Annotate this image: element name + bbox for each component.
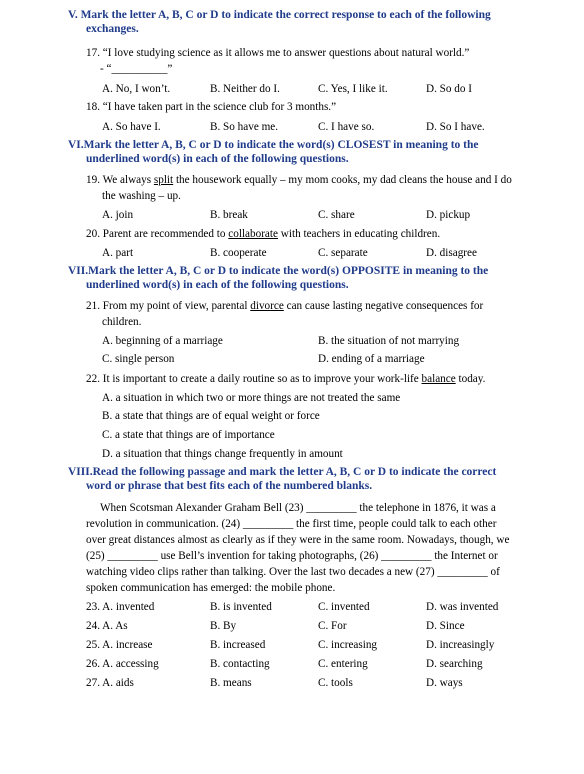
q27-option-a: 27. A. aids xyxy=(86,677,134,689)
q20-option-d: D. disagree xyxy=(426,247,477,259)
q17-option-b: B. Neither do I. xyxy=(210,83,280,95)
q23-option-b: B. is invented xyxy=(210,601,272,613)
q25-option-c: C. increasing xyxy=(318,639,378,651)
q20-underlined-word: collaborate xyxy=(228,228,278,240)
q26-option-a: 26. A. accessing xyxy=(86,658,159,670)
q25-option-b: B. increased xyxy=(210,639,266,651)
q18-stem: 18. “I have taken part in the science club for 3 months.” xyxy=(86,101,337,113)
q20-stem-post: with teachers in educating children. xyxy=(277,228,441,240)
q17-option-d: D. So do I xyxy=(426,83,472,95)
q19-option-c: C. share xyxy=(318,209,355,221)
q20-option-b: B. cooperate xyxy=(210,247,267,259)
q21-option-d: D. ending of a marriage xyxy=(318,353,425,365)
q19-option-a: A. join xyxy=(102,209,134,221)
q26-option-b: B. contacting xyxy=(210,658,270,670)
q26-option-c: C. entering xyxy=(318,658,368,670)
q21-option-b: B. the situation of not marrying xyxy=(318,335,460,347)
q19-stem xyxy=(86,173,512,187)
q20-option-a: A. part xyxy=(102,247,134,259)
q17-option-a: A. No, I won’t. xyxy=(102,83,171,95)
q21-stem-pre: 21. From my point of view, parental xyxy=(86,300,251,312)
q21-stem xyxy=(86,299,483,313)
passage-line-6: spoken communication has emerged: the mobile phone. xyxy=(86,582,336,594)
q17-option-c: C. Yes, I like it. xyxy=(318,83,388,95)
q23-option-c: C. invented xyxy=(318,601,370,613)
q19-stem-post: the housework equally – my mom cooks, my dad cleans the house and I do xyxy=(173,174,512,186)
q22-underlined-word: balance xyxy=(421,373,456,385)
q25-option-d: D. increasingly xyxy=(426,639,495,651)
q22-option-a: A. a situation in which two or more things are not treated the same xyxy=(102,392,401,404)
q25-option-a: 25. A. increase xyxy=(86,639,153,651)
q19-option-d: D. pickup xyxy=(426,209,471,221)
q21-underlined-word: divorce xyxy=(250,300,284,312)
q24-option-c: C. For xyxy=(318,620,347,632)
section-viii-heading xyxy=(68,465,538,494)
section-v-line1: V. Mark the letter A, B, C or D to indicate the correct response to each of the following xyxy=(68,9,491,21)
q20-stem-pre: 20. Parent are recommended to xyxy=(86,228,229,240)
q17-stem: 17. “I love studying science as it allows me to answer questions about natural world.” xyxy=(86,47,470,59)
q24-option-d: D. Since xyxy=(426,620,465,632)
q22-option-b: B. a state that things are of equal weight or force xyxy=(102,410,320,422)
q21-stem-post: can cause lasting negative consequences for xyxy=(283,300,484,312)
passage-line-4: (25) _________ use Bell’s invention for taking photographs, (26) _________ the Internet or xyxy=(86,550,498,562)
section-vii-heading xyxy=(68,264,538,293)
q20-option-c: C. separate xyxy=(318,247,368,259)
passage-line-3: over great distances almost as clearly as if they were in the same room. Nowadays, though, we xyxy=(86,534,510,546)
q26-option-d: D. searching xyxy=(426,658,483,670)
section-vi-heading xyxy=(68,138,538,167)
q22-option-c: C. a state that things are of importance xyxy=(102,429,275,441)
q22-stem-post: today. xyxy=(455,373,486,385)
q21-stem-line2: children. xyxy=(102,316,142,328)
section-viii-line1: VIII.Read the following passage and mark the letter A, B, C or D to indicate the correct xyxy=(68,466,497,478)
q19-underlined-word: split xyxy=(153,174,174,186)
q19-option-b: B. break xyxy=(210,209,248,221)
section-vii-line1: VII.Mark the letter A, B, C or D to indicate the word(s) OPPOSITE in meaning to the xyxy=(68,265,489,277)
q27-option-c: C. tools xyxy=(318,677,353,689)
q17-reply: - “__________” xyxy=(100,63,173,75)
passage-line-2: revolution in communication. (24) _________ the first time, people could talk to each other xyxy=(86,518,497,530)
q23-option-a: 23. A. invented xyxy=(86,601,155,613)
passage-line-5: watching video clips rather than talking. Over the last two decades a new (27) _________ of xyxy=(86,566,500,578)
section-vi-line1: VI.Mark the letter A, B, C or D to indicate the word(s) CLOSEST in meaning to the xyxy=(68,139,479,151)
q19-stem-line2: the washing – up. xyxy=(102,190,181,202)
q22-stem xyxy=(86,372,485,386)
q20-stem xyxy=(86,227,440,241)
q18-option-c: C. I have so. xyxy=(318,121,375,133)
q21-option-a: A. beginning of a marriage xyxy=(102,335,223,347)
q22-option-d: D. a situation that things change frequently in amount xyxy=(102,448,343,460)
q27-option-b: B. means xyxy=(210,677,252,689)
section-v-heading xyxy=(68,8,538,37)
q22-stem-pre: 22. It is important to create a daily routine so as to improve your work-life xyxy=(86,373,422,385)
q18-option-b: B. So have me. xyxy=(210,121,279,133)
section-v-line2: exchanges. xyxy=(86,23,139,36)
q24-option-b: B. By xyxy=(210,620,237,632)
q27-option-d: D. ways xyxy=(426,677,463,689)
q18-option-a: A. So have I. xyxy=(102,121,161,133)
passage-line-1: When Scotsman Alexander Graham Bell (23) _________ the telephone in 1876, it was a xyxy=(100,502,496,514)
q21-option-c: C. single person xyxy=(102,353,175,365)
q18-option-d: D. So I have. xyxy=(426,121,485,133)
q23-option-d: D. was invented xyxy=(426,601,499,613)
section-viii-line2: word or phrase that best fits each of the numbered blanks. xyxy=(86,480,373,493)
section-vi-line2: underlined word(s) in each of the following questions. xyxy=(86,153,349,166)
q24-option-a: 24. A. As xyxy=(86,620,128,632)
section-vii-line2: underlined word(s) in each of the following questions. xyxy=(86,279,349,292)
q19-stem-pre: 19. We always xyxy=(86,174,154,186)
